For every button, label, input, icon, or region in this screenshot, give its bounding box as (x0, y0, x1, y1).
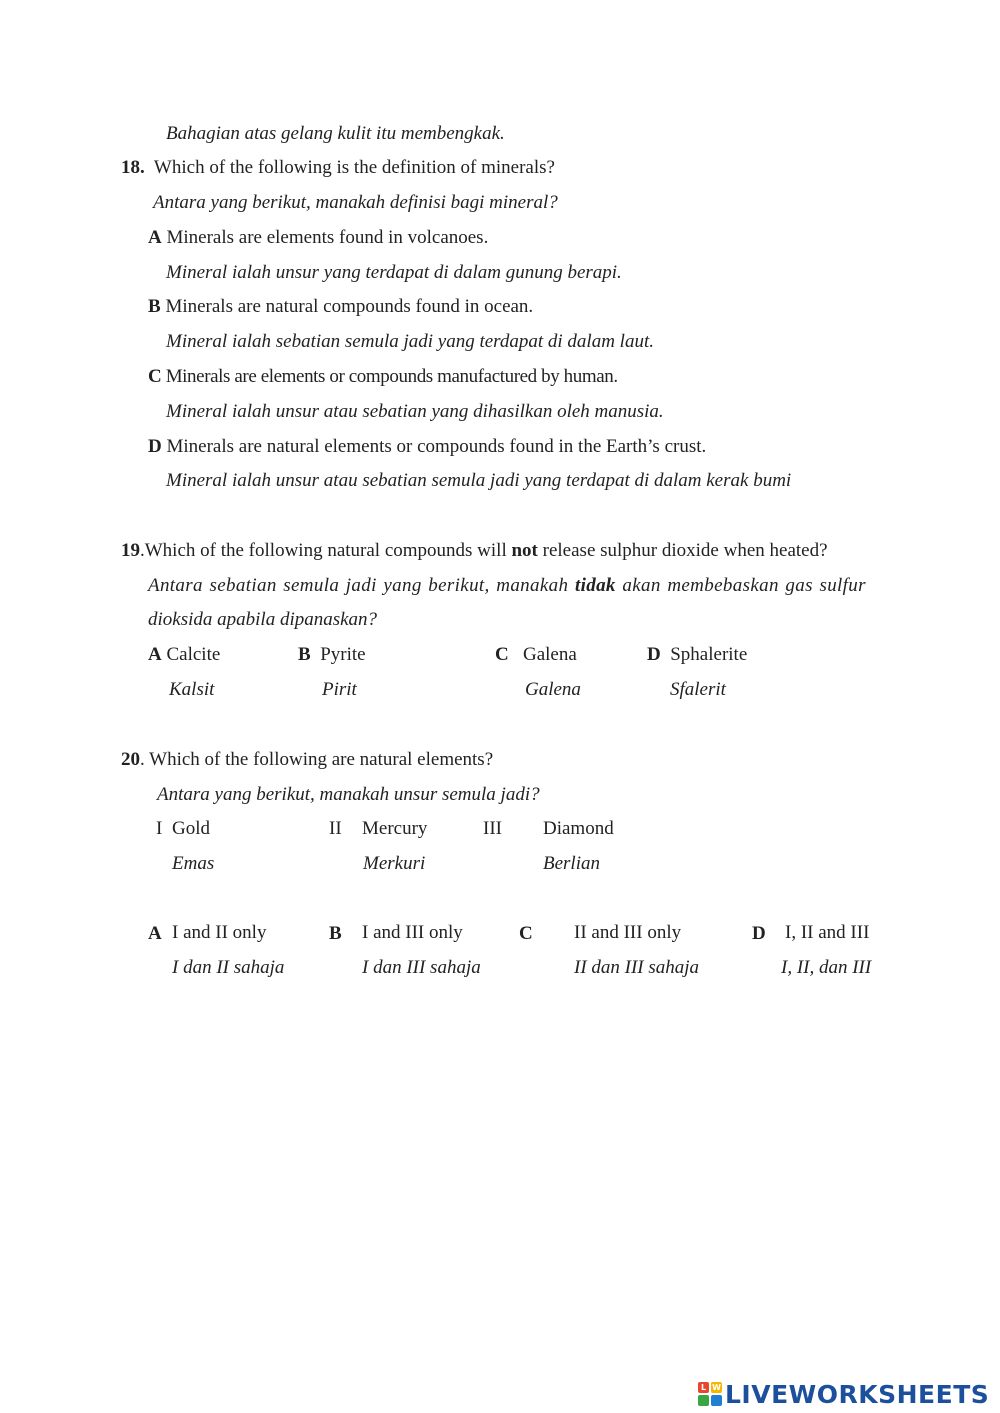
question-number: 20 (121, 749, 140, 770)
option-text-ms: I dan II sahaja (172, 957, 285, 978)
option-text: Galena (522, 644, 577, 665)
option-text-ms: Sfalerit (670, 679, 726, 700)
question-number: 19 (121, 540, 140, 561)
question-number: 18. (121, 157, 145, 178)
question-text-pre: .Which of the following natural compounds will (140, 540, 512, 561)
question-19-stem (121, 541, 828, 560)
option-text-ms: Galena (525, 679, 581, 700)
question-text-ms: Antara yang berikut, manakah unsur semula jadi? (157, 784, 540, 805)
logo-tile (698, 1395, 709, 1406)
question-text-ms-pre: Antara sebatian semula jadi yang berikut, manakah (148, 575, 575, 596)
logo-tile: W (712, 1383, 721, 1392)
option-letter: D (148, 436, 162, 457)
option-letter: A (148, 227, 162, 248)
statement-numeral: III (483, 818, 502, 839)
option-letter: C (148, 366, 162, 387)
question-18-stem (121, 158, 555, 177)
option-text: Pyrite (320, 644, 366, 665)
liveworksheets-logo (698, 1380, 989, 1408)
option-text-ms: Mineral ialah unsur atau sebatian semula jadi yang terdapat di dalam kerak bumi (166, 470, 792, 491)
question-text-emphasis: not (511, 540, 538, 561)
statement-text-ms: Merkuri (363, 853, 426, 874)
question-text-ms (148, 576, 866, 595)
question-text: . Which of the following are natural elements? (140, 749, 494, 770)
option-c[interactable] (495, 645, 577, 664)
option-letter: B (298, 644, 311, 665)
option-text: Sphalerite (670, 644, 748, 665)
option-letter-c[interactable]: C (519, 923, 533, 944)
question-text-post: release sulphur dioxide when heated? (537, 540, 828, 561)
option-letter-b[interactable]: B (329, 923, 342, 944)
option-letter: C (495, 644, 509, 665)
option-text-ms: Mineral ialah unsur yang terdapat di dalam gunung berapi. (166, 262, 622, 283)
option-letter-a[interactable]: A (148, 923, 162, 944)
option-text-ms: I dan III sahaja (362, 957, 481, 978)
option-text-ms: II dan III sahaja (574, 957, 700, 978)
option-text-ms: Mineral ialah unsur atau sebatian yang dihasilkan oleh manusia. (166, 401, 664, 422)
option-c[interactable] (148, 367, 618, 386)
option-d[interactable]: I, II and III (785, 922, 870, 943)
statement-text: Gold (172, 818, 210, 839)
statement-text-ms: Emas (172, 853, 215, 874)
statement-numeral: II (329, 818, 342, 839)
option-text-ms: Mineral ialah sebatian semula jadi yang terdapat di dalam laut. (166, 331, 654, 352)
option-b[interactable] (148, 297, 533, 316)
option-a[interactable] (148, 228, 488, 247)
question-text: Which of the following is the definition of minerals? (153, 157, 555, 178)
option-text-ms: I, II, dan III (781, 957, 872, 978)
statement-numeral: I (156, 818, 163, 839)
question-text-ms-emphasis: tidak (574, 575, 616, 596)
option-a[interactable] (148, 645, 220, 664)
carryover-text: Bahagian atas gelang kulit itu membengkak. (166, 123, 505, 144)
question-text-ms-post: akan membebaskan gas sulfur (615, 575, 866, 596)
option-text: Minerals are elements found in volcanoes. (166, 227, 489, 248)
logo-wordmark: LIVEWORKSHEETS (725, 1379, 990, 1409)
option-text: Minerals are elements or compounds manufactured by human. (165, 366, 618, 387)
option-b[interactable]: I and III only (362, 922, 463, 943)
option-a[interactable]: I and II only (172, 922, 267, 943)
statement-text-ms: Berlian (543, 853, 600, 874)
question-20-stem (121, 750, 493, 769)
option-letter: A (148, 644, 162, 665)
option-letter: B (148, 296, 161, 317)
option-letter: D (647, 644, 661, 665)
option-text-ms: Kalsit (169, 679, 215, 700)
logo-tile: L (698, 1382, 709, 1393)
option-b[interactable] (298, 645, 366, 664)
logo-tiles-icon (698, 1382, 722, 1406)
option-c[interactable]: II and III only (574, 922, 682, 943)
option-letter-d[interactable]: D (752, 923, 766, 944)
option-text: Minerals are natural compounds found in ocean. (165, 296, 534, 317)
option-d[interactable] (647, 645, 747, 664)
option-text-ms: Pirit (322, 679, 357, 700)
question-text-ms-line2: dioksida apabila dipanaskan? (148, 609, 378, 630)
question-text-ms: Antara yang berikut, manakah definisi bagi mineral? (153, 192, 558, 213)
option-text: Minerals are natural elements or compounds found in the Earth’s crust. (166, 436, 707, 457)
option-text: Calcite (166, 644, 221, 665)
statement-text: Mercury (362, 818, 428, 839)
statement-text: Diamond (543, 818, 614, 839)
logo-tile (711, 1395, 722, 1406)
option-d[interactable] (148, 437, 706, 456)
